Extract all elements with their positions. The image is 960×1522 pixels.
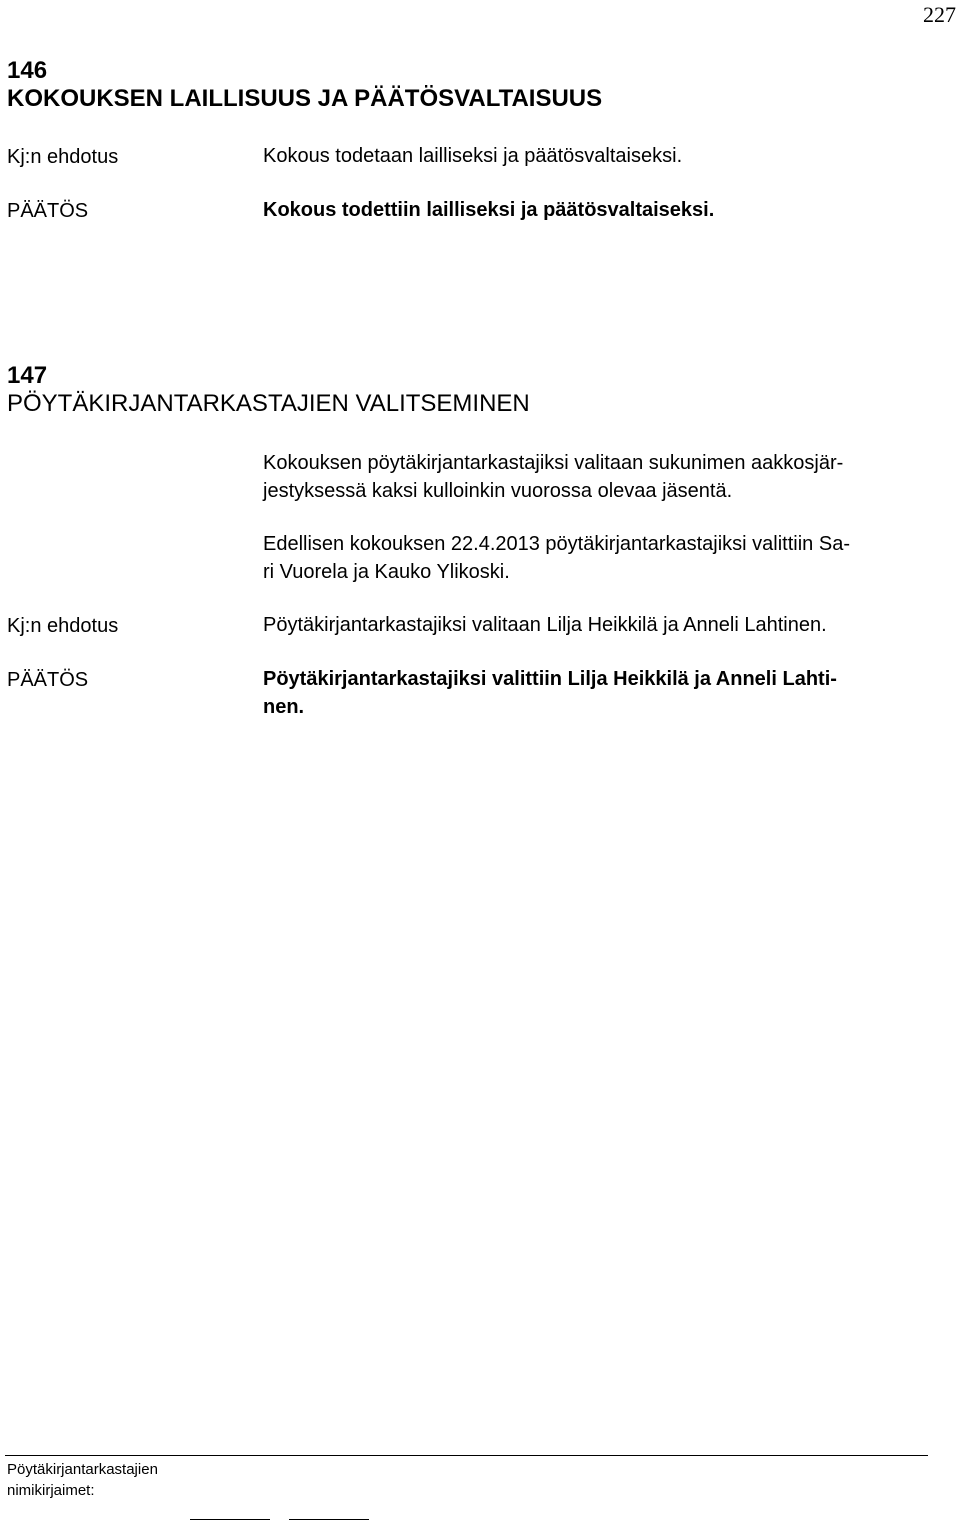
footer-label: Pöytäkirjantarkastajien — [7, 1461, 158, 1478]
footer-rule — [5, 1455, 928, 1456]
proposal-text: Kokous todetaan lailliseksi ja päätösvaltaiseksi. — [263, 145, 683, 167]
proposal-text: Pöytäkirjantarkastajiksi valitaan Lilja Heikkilä ja Anneli Lahtinen. — [263, 614, 827, 636]
decision-line: nen. — [263, 696, 305, 718]
section-number: 147 — [7, 362, 48, 389]
decision-label: PÄÄTÖS — [7, 200, 89, 222]
decision-text: Kokous todettiin lailliseksi ja päätösvaltaiseksi. — [263, 199, 715, 221]
initials-line-1 — [190, 1519, 270, 1520]
intro-line: Kokouksen pöytäkirjantarkastajiksi valitaan sukunimen aakkosjär- — [263, 452, 844, 474]
initials-line-2 — [289, 1519, 369, 1520]
proposal-label: Kj:n ehdotus — [7, 146, 119, 168]
previous-line: Edellisen kokouksen 22.4.2013 pöytäkirjantarkastajiksi valittiin Sa- — [263, 533, 850, 555]
page-number: 227 — [923, 2, 956, 27]
footer-label: nimikirjaimet: — [7, 1482, 95, 1499]
previous-line: ri Vuorela ja Kauko Ylikoski. — [263, 561, 510, 583]
decision-line: Pöytäkirjantarkastajiksi valittiin Lilja Heikkilä ja Anneli Lahti- — [263, 668, 837, 690]
intro-line: jestyksessä kaksi kulloinkin vuorossa olevaa jäsentä. — [263, 480, 733, 502]
section-title: PÖYTÄKIRJANTARKASTAJIEN VALITSEMINEN — [7, 390, 530, 417]
decision-label: PÄÄTÖS — [7, 669, 89, 691]
proposal-label: Kj:n ehdotus — [7, 615, 119, 637]
section-number: 146 — [7, 57, 48, 84]
section-title: KOKOUKSEN LAILLISUUS JA PÄÄTÖSVALTAISUUS — [7, 85, 603, 112]
